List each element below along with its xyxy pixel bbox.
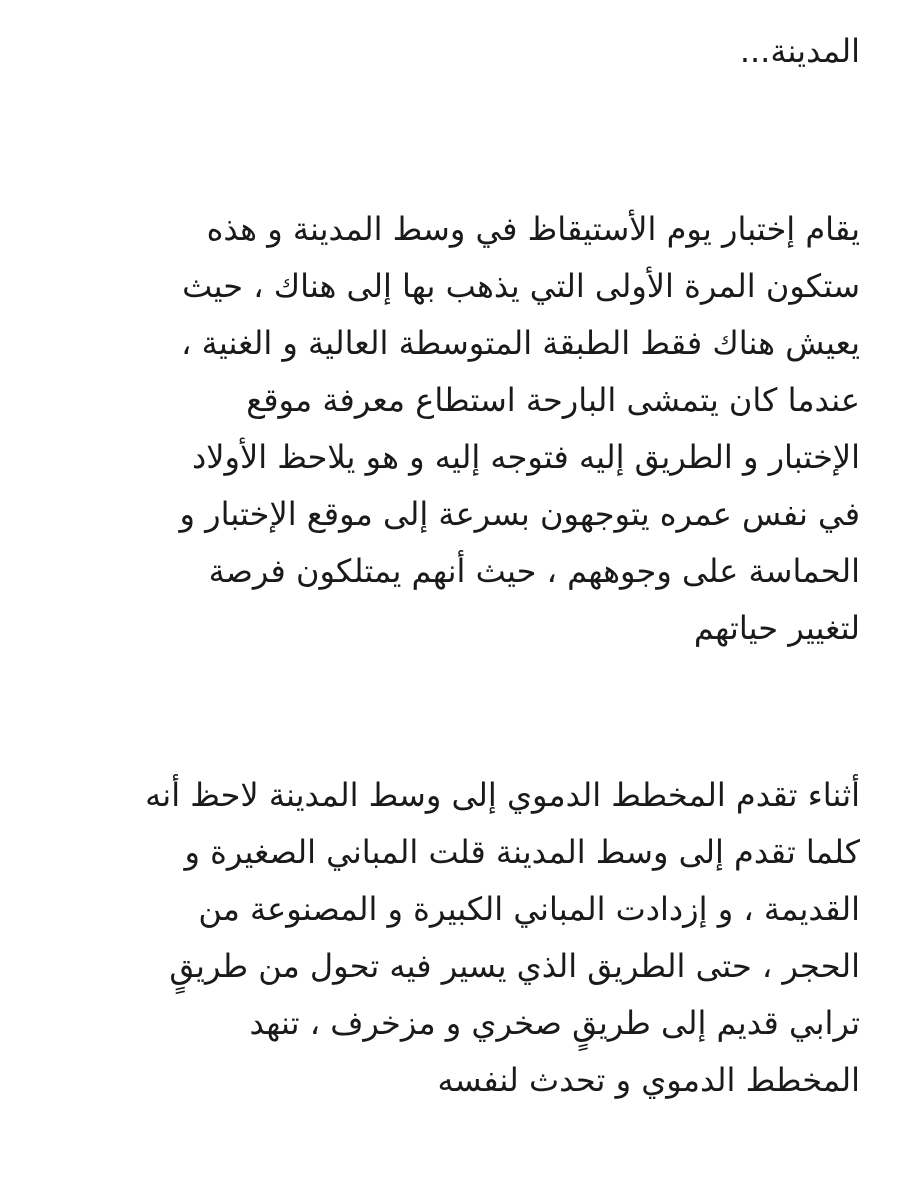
paragraph-1-line: الإختبار و الطريق إليه فتوجه إليه و هو يلاحظ الأولاد: [191, 438, 860, 476]
paragraph-1-line: في نفس عمره يتوجهون بسرعة إلى موقع الإختبار و: [179, 495, 860, 533]
paragraph-2-line: الحجر ، حتى الطريق الذي يسير فيه تحول من طريقٍ: [169, 947, 860, 985]
paragraph-1-line: لتغيير حياتهم: [693, 609, 860, 647]
paragraph-2-line: ترابي قديم إلى طريقٍ صخري و مزخرف ، تنهد: [249, 1004, 860, 1042]
paragraph-1-line: يقام إختبار يوم الأستيقاظ في وسط المدينة و هذه: [206, 210, 860, 248]
paragraph-2-line: القديمة ، و إزدادت المباني الكبيرة و المصنوعة من: [198, 890, 860, 928]
paragraph-1-line: ستكون المرة الأولى التي يذهب بها إلى هناك ، حيث: [182, 267, 860, 305]
paragraph-2-line: كلما تقدم إلى وسط المدينة قلت المباني الصغيرة و: [184, 833, 860, 871]
paragraph-1-line: الحماسة على وجوههم ، حيث أنهم يمتلكون فرصة: [208, 552, 860, 590]
heading-fragment: المدينة...: [739, 32, 860, 70]
paragraph-1-line: عندما كان يتمشى البارحة استطاع معرفة موقع: [246, 381, 860, 419]
paragraph-2-line: أثناء تقدم المخطط الدموي إلى وسط المدينة لاحظ أنه: [145, 776, 860, 814]
paragraph-2-line: المخطط الدموي و تحدث لنفسه: [437, 1061, 860, 1099]
paragraph-1-line: يعيش هناك فقط الطبقة المتوسطة العالية و الغنية ،: [181, 324, 860, 362]
